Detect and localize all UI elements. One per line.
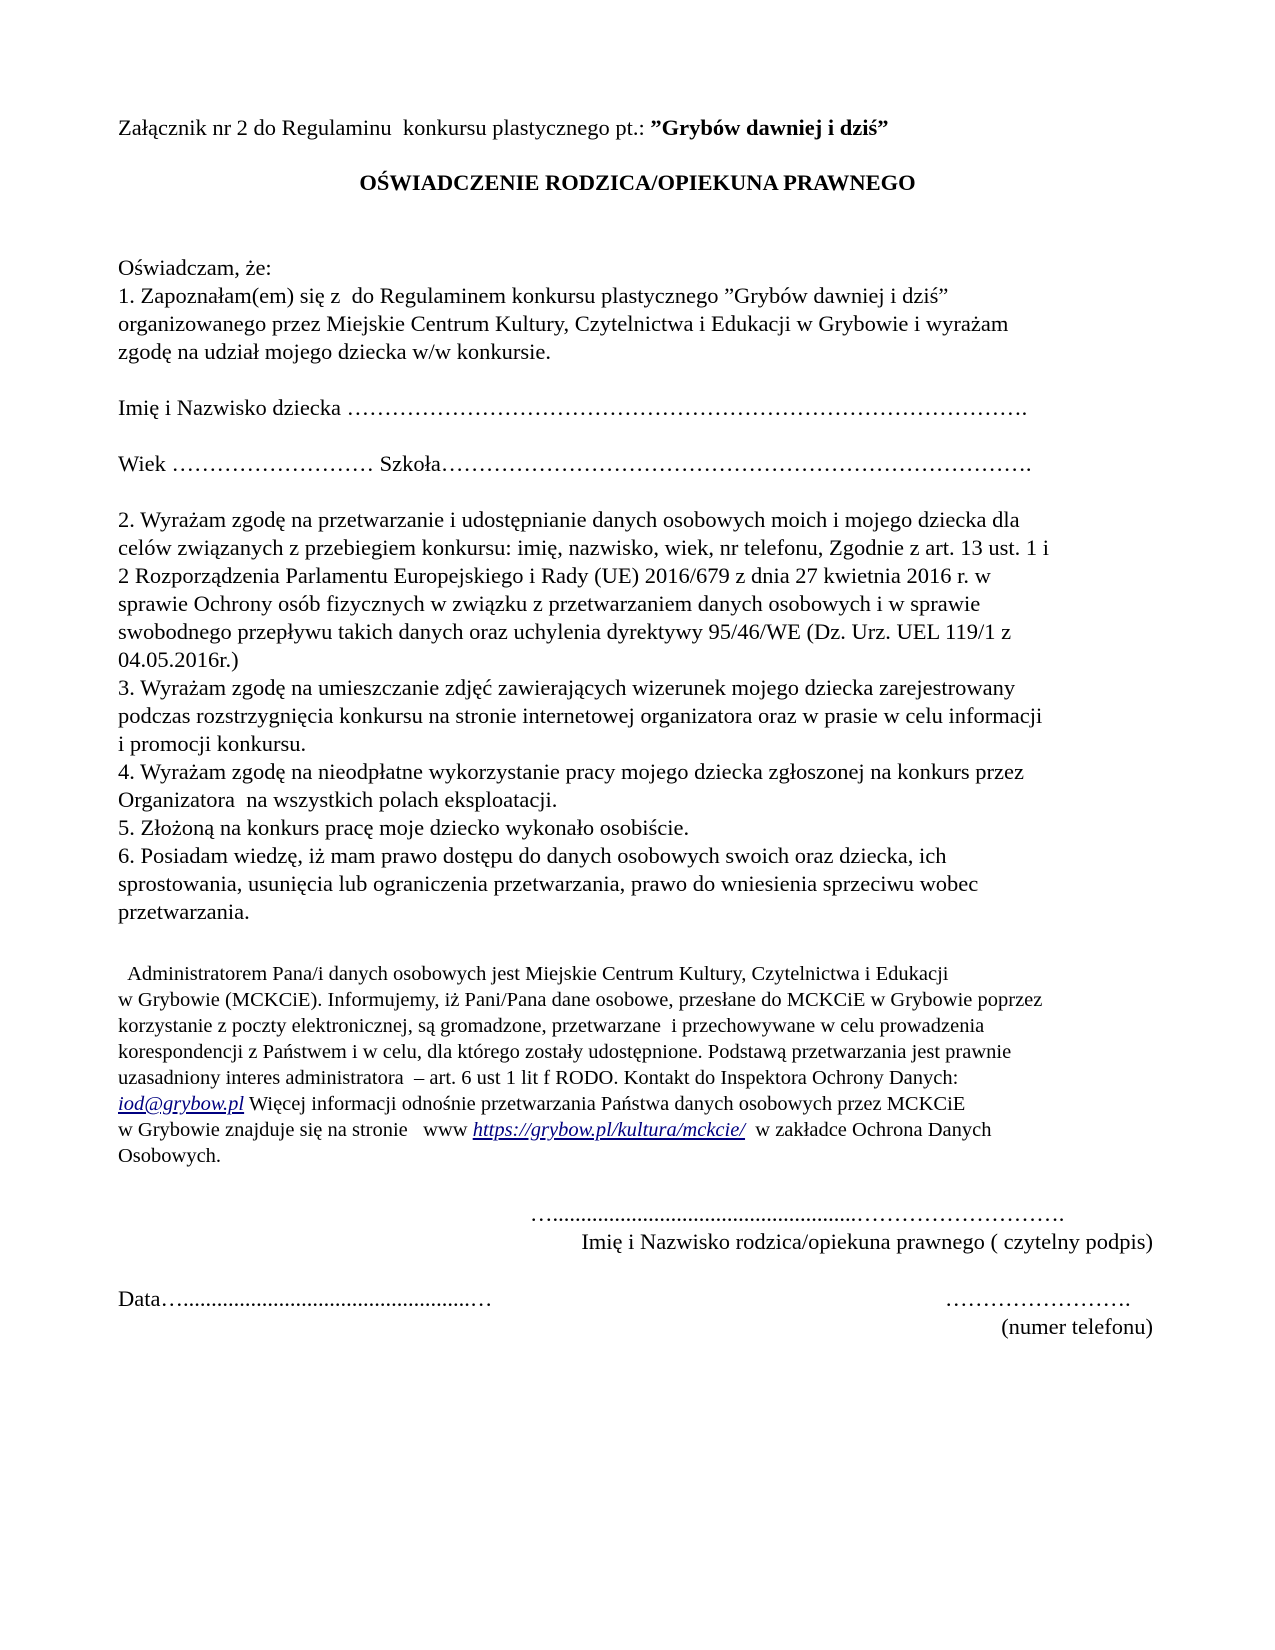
item6-line: sprostowania, usunięcia lub ograniczenia przetwarzania, prawo do wniesienia sprzeciwu wobec	[118, 871, 979, 896]
gdpr-line: Osobowych.	[118, 1145, 222, 1167]
item3-line: i promocji konkursu.	[118, 731, 307, 756]
email-link[interactable]: iod@grybow.pl	[118, 1093, 245, 1115]
annex-prefix: Załącznik nr 2 do Regulaminu konkursu plastycznego pt.:	[118, 115, 651, 140]
date-line	[118, 1285, 492, 1313]
declaration-intro: Oświadczam, że:	[118, 255, 272, 280]
gdpr-line: korzystanie z poczty elektronicznej, są gromadzone, przetwarzane i przechowywane w celu prowadzenia	[118, 1015, 985, 1037]
item6-line: 6. Posiadam wiedzę, iż mam prawo dostępu do danych osobowych swoich oraz dziecka, ich	[118, 843, 947, 868]
age-label: Wiek	[118, 451, 172, 476]
annex-title: ”Grybów dawniej i dziś”	[650, 115, 889, 140]
item3-line: podczas rozstrzygnięcia konkursu na stronie internetowej organizatora oraz w prasie w celu informacji	[118, 703, 1043, 728]
website-link[interactable]: https://grybow.pl/kultura/mckcie/	[472, 1119, 746, 1141]
item6-line: przetwarzania.	[118, 899, 250, 924]
item1-line: 1. Zapoznałam(em) się z do Regulaminem konkursu plastycznego ”Grybów dawniej i dziś”	[118, 283, 949, 308]
gdpr-line: korespondencji z Państwem i w celu, dla którego zostały udostępnione. Podstawą przetwarzania jest prawnie	[118, 1041, 1012, 1063]
school-label: Szkoła	[379, 451, 441, 476]
annex-line	[118, 114, 889, 142]
page-title: OŚWIADCZENIE RODZICA/OPIEKUNA PRAWNEGO	[359, 170, 916, 195]
gdpr-text: Więcej informacji odnośnie przetwarzania Państwa danych osobowych przez MCKCiE	[244, 1093, 966, 1115]
gdpr-line: Administratorem Pana/i danych osobowych jest Miejskie Centrum Kultury, Czytelnictwa i Edukacji	[118, 963, 949, 985]
item2-line: swobodnego przepływu takich danych oraz uchylenia dyrektywy 95/46/WE (Dz. Urz. UEL 119/1 z	[118, 619, 1012, 644]
item2-line: sprawie Ochrony osób fizycznych w związku z przetwarzaniem danych osobowych i w sprawie	[118, 591, 981, 616]
phone-field[interactable]: …………………….	[945, 1286, 1131, 1311]
item4-line: 4. Wyrażam zgodę na nieodpłatne wykorzystanie pracy mojego dziecka zgłoszonej na konkurs przez	[118, 759, 1024, 784]
item2-line: 04.05.2016r.)	[118, 647, 239, 672]
item2-line: 2. Wyrażam zgodę na przetwarzanie i udostępnianie danych osobowych moich i mojego dziecka dla	[118, 507, 1020, 532]
school-field[interactable]: …………………………………………………………………….	[440, 451, 1032, 476]
item2-line: celów związanych z przebiegiem konkursu: imię, nazwisko, wiek, nr telefonu, Zgodnie z art. 13 ust. 1 i	[118, 535, 1049, 560]
gdpr-text: w zakładce Ochrona Danych	[745, 1119, 992, 1141]
signature-field[interactable]: …......................................................……………………….	[530, 1201, 1065, 1226]
item5-line: 5. Złożoną na konkurs pracę moje dziecko wykonało osobiście.	[118, 815, 690, 840]
date-field[interactable]: …...................................................…	[160, 1286, 493, 1311]
child-name-label: Imię i Nazwisko dziecka	[118, 395, 347, 420]
item2-line: 2 Rozporządzenia Parlamentu Europejskiego i Rady (UE) 2016/679 z dnia 27 kwietnia 2016 r. w	[118, 563, 991, 588]
phone-label: (numer telefonu)	[1001, 1314, 1153, 1339]
gdpr-line: uzasadniony interes administratora – art. 6 ust 1 lit f RODO. Kontakt do Inspektora Ochrony Danych:	[118, 1067, 959, 1089]
item4-line: Organizatora na wszystkich polach eksploatacji.	[118, 787, 558, 812]
child-name-dots: ……………………………………………………………………………….	[346, 395, 1028, 420]
gdpr-website-line	[118, 1117, 991, 1143]
age-school-line	[118, 450, 1031, 478]
item1-line: zgodę na udział mojego dziecka w/w konkursie.	[118, 339, 551, 364]
gdpr-text: w Grybowie znajduje się na stronie www	[118, 1119, 473, 1141]
signature-label: Imię i Nazwisko rodzica/opiekuna prawnego ( czytelny podpis)	[581, 1229, 1153, 1254]
child-name-field[interactable]	[118, 394, 1027, 422]
gdpr-email-line	[118, 1091, 965, 1117]
item1-line: organizowanego przez Miejskie Centrum Kultury, Czytelnictwa i Edukacji w Grybowie i wyrażam	[118, 311, 1009, 336]
gdpr-line: w Grybowie (MCKCiE). Informujemy, iż Pani/Pana dane osobowe, przesłane do MCKCiE w Grybowie poprzez	[118, 989, 1043, 1011]
item3-line: 3. Wyrażam zgodę na umieszczanie zdjęć zawierających wizerunek mojego dziecka zarejestrowany	[118, 675, 1016, 700]
age-field[interactable]: ………………………	[171, 451, 380, 476]
date-label: Data	[118, 1286, 161, 1311]
